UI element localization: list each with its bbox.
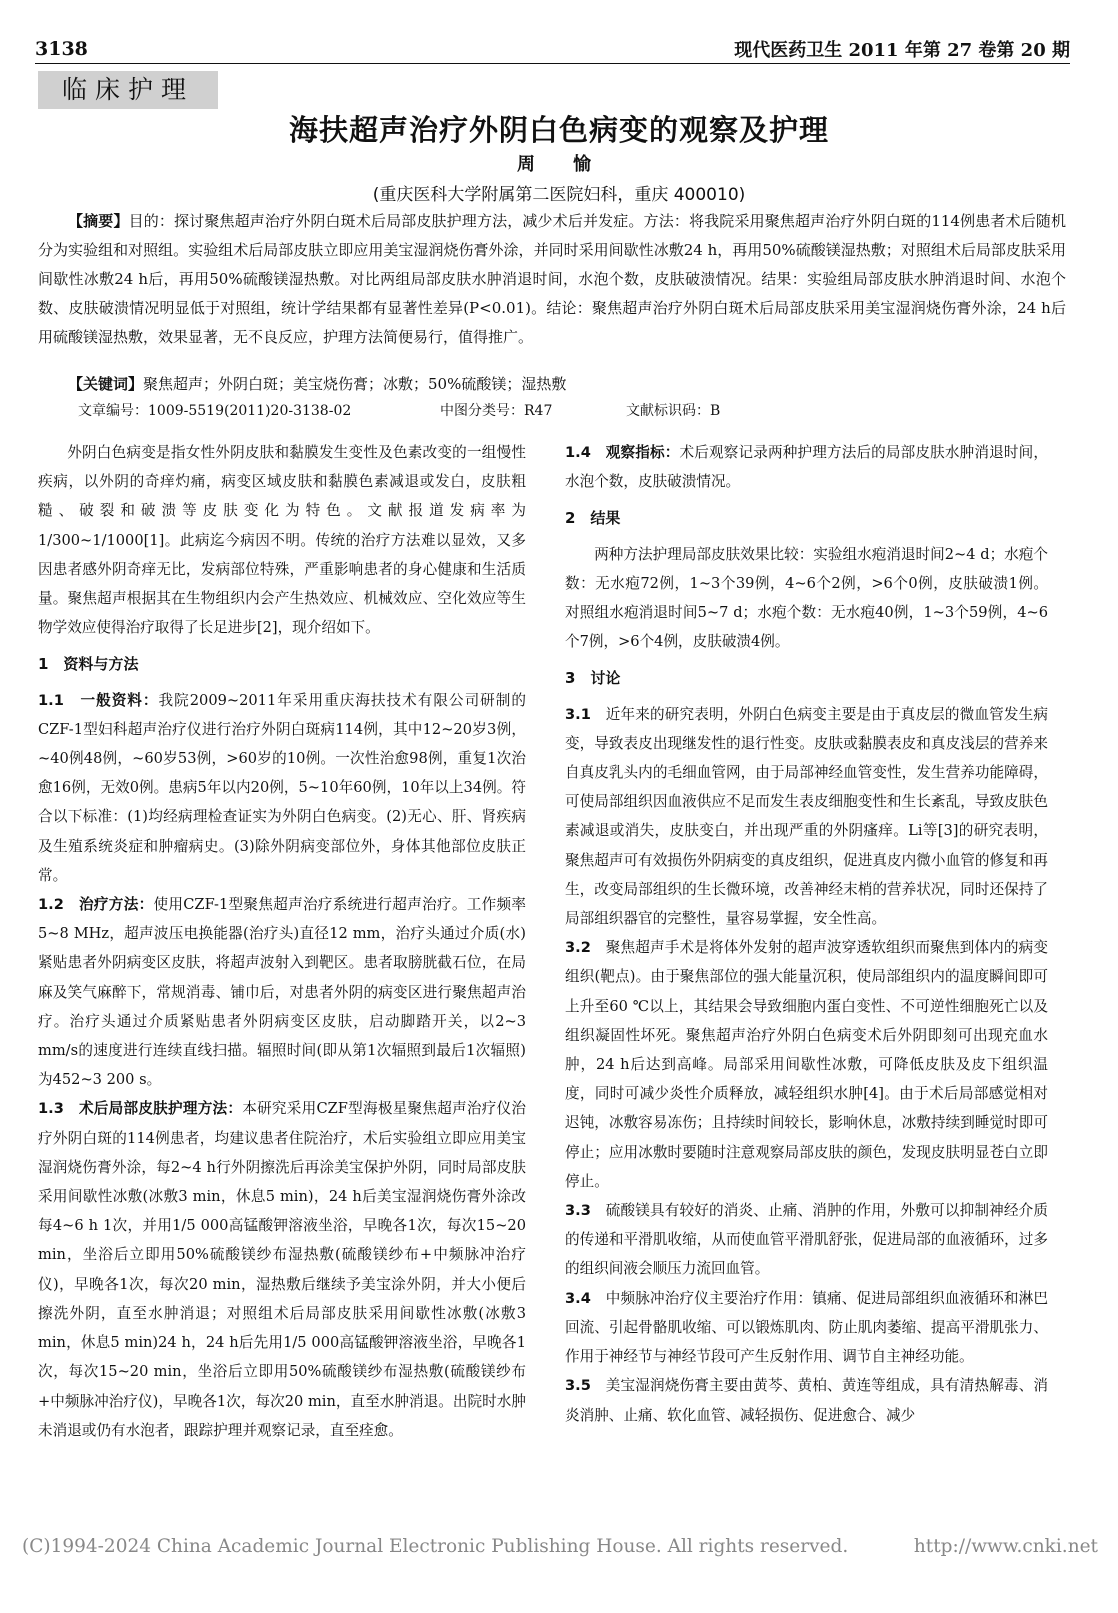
section-tag: 临床护理	[38, 71, 218, 109]
section-1-2-label: 1.2 治疗方法：	[38, 896, 154, 914]
section-2-text: 两种方法护理局部皮肤效果比较：实验组水疱消退时间2~4 d；水疱个数：无水疱72例，1~3个39例，4~6个2例，>6个0例，皮肤破溃1例。对照组水疱消退时间5~7 d；水疱个数：无水疱40例，1~3个59例，4~6个7例，>6个4例，皮肤破溃4例。	[565, 545, 1048, 651]
document-code: 文献标识码：B	[626, 403, 721, 419]
section-3-3-text: 硫酸镁具有较好的消炎、止痛、消肿的作用，外敷可以抑制神经介质的传递和平滑肌收缩，从而使血管平滑肌舒张，促进局部的血液循环，过多的组织间液会顺压力流回血管。	[565, 1202, 1048, 1278]
section-1-4	[565, 438, 1048, 496]
section-3-1	[565, 700, 1048, 934]
abstract	[38, 207, 1066, 352]
left-column	[38, 438, 526, 1445]
section-3-2-label: 3.2	[565, 939, 606, 957]
section-3-4	[565, 1284, 1048, 1372]
intro-paragraph: 外阴白色病变是指女性外阴皮肤和黏膜发生变性及色素改变的一组慢性疾病，以外阴的奇痒灼痛，病变区域皮肤和黏膜色素减退或发白，皮肤粗糙、破裂和破溃等皮肤变化为特色。文献报道发病率为1/300~1/1000[1]。此病迄今病因不明。传统的治疗方法难以显效，又多因患者感外阴奇痒无比，发病部位特殊，严重影响患者的身心健康和生活质量。聚焦超声根据其在生物组织内会产生热效应、机械效应、空化效应等生物学效应使得治疗取得了长足进步[2]，现介绍如下。	[38, 444, 526, 637]
abstract-text: 目的：探讨聚焦超声治疗外阴白斑术后局部皮肤护理方法，减少术后并发症。方法：将我院采用聚焦超声治疗外阴白斑的114例患者术后随机分为实验组和对照组。实验组术后局部皮肤立即应用美宝湿润烧伤膏外涂，并同时采用间歇性冰敷24 h，再用50%硫酸镁湿热敷；对照组术后局部皮肤采用间歇性冰敷24 h后，再用50%硫酸镁湿热敷。对比两组局部皮肤水肿消退时间，水泡个数，皮肤破溃情况。结果：实验组局部皮肤水肿消退时间、水泡个数、皮肤破溃情况明显低于对照组，统计学结果都有显著性差异(P<0.01)。结论：聚焦超声治疗外阴白斑术后局部皮肤采用美宝湿润烧伤膏外涂，24 h后用硫酸镁湿热敷，效果显著，无不良反应，护理方法简便易行，值得推广。	[38, 212, 1066, 346]
right-column	[565, 438, 1048, 1430]
abstract-label: 【摘要】	[68, 212, 129, 230]
section-1-1-text: 我院2009~2011年采用重庆海扶技术有限公司研制的CZF-1型妇科超声治疗仪进行治疗外阴白斑病114例，其中12~20岁3例，~40例48例，~60岁53例，>60岁的10例。一次性治愈98例，重复1次治愈16例，无效0例。患病5年以内20例，5~10年60例，10年以上34例。符合以下标准：(1)均经病理检查证实为外阴白色病变。(2)无心、肝、肾疾病及生殖系统炎症和肿瘤病史。(3)除外阴病变部位外，身体其他部位皮肤正常。	[38, 691, 526, 884]
section-3-5	[565, 1371, 1048, 1429]
keywords	[38, 370, 1066, 398]
footer-copyright: (C)1994-2024 China Academic Journal Electronic Publishing House. All rights reserved.	[22, 1536, 849, 1557]
section-2-heading: 2 结果	[565, 509, 621, 528]
page-number: 3138	[35, 38, 88, 60]
section-1-1-label: 1.1 一般资料：	[38, 691, 159, 709]
section-1-3-text: 本研究采用CZF型海极星聚焦超声治疗仪治疗外阴白斑的114例患者，均建议患者住院治疗，术后实验组立即应用美宝湿润烧伤膏外涂，每2~4 h行外阴擦洗后再涂美宝保护外阴，同时局部皮肤采用间歇性冰敷(冰敷3 min，休息5 min)，24 h后美宝湿润烧伤膏外涂改每4~6 h 1次，并用1/5 000高锰酸钾溶液坐浴，早晚各1次，每次15~20 min，坐浴后立即用50%硫酸镁纱布湿热敷(硫酸镁纱布+中频脉冲治疗仪)，早晚各1次，每次20 min，湿热敷后继续予美宝涂外阴，并大小便后擦洗外阴，直至水肿消退；对照组术后局部皮肤采用间歇性冰敷(冰敷3 min，休息5 min)24 h，24 h后先用1/5 000高锰酸钾溶液坐浴，早晚各1次，每次15~20 min，坐浴后立即用50%硫酸镁纱布湿热敷(硫酸镁纱布+中频脉冲治疗仪)，早晚各1次，每次20 min，直至水肿消退。出院时水肿未消退或仍有水泡者，跟踪护理并观察记录，直至痊愈。	[38, 1100, 527, 1439]
section-1-2	[38, 890, 526, 1094]
article-author: 周 愉	[517, 154, 601, 175]
keywords-label: 【关键词】	[68, 375, 144, 393]
article-affiliation: (重庆医科大学附属第二医院妇科，重庆 400010)	[372, 185, 746, 205]
footer-url-link[interactable]: http://www.cnki.net	[913, 1536, 1098, 1557]
section-1-1	[38, 686, 526, 890]
journal-info: 现代医药卫生 2011 年第 27 卷第 20 期	[734, 40, 1070, 61]
article-title: 海扶超声治疗外阴白色病变的观察及护理	[288, 113, 829, 147]
section-3-2-text: 聚焦超声手术是将体外发射的超声波穿透软组织而聚焦到体内的病变组织(靶点)。由于聚焦部位的强大能量沉积，使局部组织内的温度瞬间即可上升至60 ℃以上，其结果会导致细胞内蛋白变性、不可逆性细胞死亡以及组织凝固性坏死。聚焦超声治疗外阴白色病变术后外阴即刻可出现充血水肿，24 h后达到高峰。局部采用间歇性冰敷，可降低皮肤及皮下组织温度，同时可减少炎性介质释放，减轻组织水肿[4]。由于术后局部感觉相对迟钝，冰敷容易冻伤；且持续时间较长，影响休息，冰敷持续到睡觉时即可停止；应用冰敷时要随时注意观察局部皮肤的颜色，发现皮肤明显苍白立即停止。	[565, 939, 1048, 1190]
section-3-1-label: 3.1	[565, 705, 606, 723]
section-3-4-label: 3.4	[565, 1289, 606, 1307]
section-1-4-text: 术后观察记录两种护理方法后的局部皮肤水肿消退时间，水泡个数，皮肤破溃情况。	[565, 444, 1048, 491]
footer	[22, 1536, 1098, 1557]
header-rule	[35, 63, 1070, 64]
section-3-5-label: 3.5	[565, 1377, 606, 1395]
article-number: 文章编号：1009-5519(2011)20-3138-02	[78, 403, 352, 419]
section-3-2	[565, 933, 1048, 1196]
section-1-4-label: 1.4 观察指标：	[565, 444, 680, 461]
section-3-4-text: 中频脉冲治疗仪主要治疗作用：镇痛、促进局部组织血液循环和淋巴回流、引起骨骼肌收缩、可以锻炼肌肉、防止肌肉萎缩、提高平滑肌张力、作用于神经节与神经节段可产生反射作用、调节自主神经功能。	[565, 1289, 1048, 1366]
section-3-3	[565, 1196, 1048, 1284]
classification-code: 中图分类号：R47	[440, 403, 553, 419]
section-3-3-label: 3.3	[565, 1202, 606, 1220]
keywords-text: 聚焦超声；外阴白斑；美宝烧伤膏；冰敷；50%硫酸镁；湿热敷	[143, 375, 567, 393]
section-3-1-text: 近年来的研究表明，外阴白色病变主要是由于真皮层的微血管发生病变，导致表皮出现继发性的退行性变。皮肤或黏膜表皮和真皮浅层的营养来自真皮乳头内的毛细血管网，由于局部神经血管变性，发生营养功能障碍，可使局部组织因血液供应不足而发生表皮细胞变性和生长紊乱，导致皮肤色素减退或消失，皮肤变白，并出现严重的外阴瘙痒。Li等[3]的研究表明，聚焦超声可有效损伤外阴病变的真皮组织，促进真皮内微小血管的修复和再生，改变局部组织的生长微环境，改善神经末梢的营养状况，同时还保持了局部组织器官的完整性，量容易掌握，安全性高。	[565, 705, 1048, 928]
section-1-2-text: 使用CZF-1型聚焦超声治疗系统进行超声治疗。工作频率5~8 MHz，超声波压电换能器(治疗头)直径12 mm，治疗头通过介质(水)紧贴患者外阴病变区皮肤，将超声波射入到靶区。患者取膀胱截石位，在局麻及笑气麻醉下，常规消毒、铺巾后，对患者外阴的病变区进行聚焦超声治疗。治疗头通过介质紧贴患者外阴病变区皮肤，启动脚踏开关，以2~3 mm/s的速度进行连续直线扫描。辐照时间(即从第1次辐照到最后1次辐照)为452~3 200 s。	[38, 896, 527, 1089]
section-1-heading: 1 资料与方法	[38, 655, 139, 674]
section-1-3	[38, 1094, 526, 1444]
section-3-heading: 3 讨论	[565, 669, 621, 688]
section-3-5-text: 美宝湿润烧伤膏主要由黄芩、黄柏、黄连等组成，具有清热解毒、消炎消肿、止痛、软化血管、减轻损伤、促进愈合、减少	[565, 1377, 1048, 1424]
section-1-3-label: 1.3 术后局部皮肤护理方法：	[38, 1100, 243, 1118]
